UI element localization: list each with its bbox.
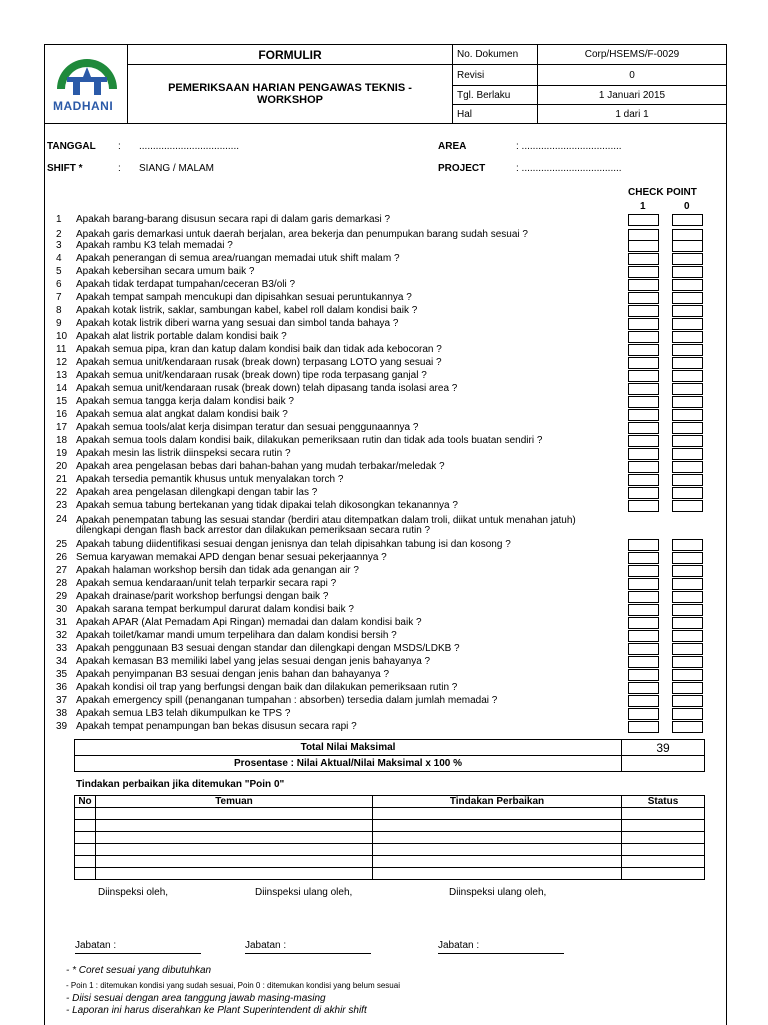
checkbox-point-1[interactable] xyxy=(628,487,659,499)
question-text: Semua karyawan memakai APD dengan benar sesuai pekerjaannya ? xyxy=(76,552,387,563)
question-number: 39 xyxy=(56,721,68,732)
checkbox-point-1[interactable] xyxy=(628,370,659,382)
checkbox-point-1[interactable] xyxy=(628,409,659,421)
question-text: Apakah area pengelasan bebas dari bahan-bahan yang mudah terbakar/meledak ? xyxy=(76,461,445,472)
question-number: 10 xyxy=(56,331,68,342)
checkbox-point-1[interactable] xyxy=(628,708,659,720)
form-title: PEMERIKSAAN HARIAN PENGAWAS TEKNIS - WORKSHOP xyxy=(128,65,453,124)
question-number: 11 xyxy=(56,344,67,355)
question-number: 1 xyxy=(56,214,62,225)
fix-row[interactable] xyxy=(75,832,705,844)
question-number: 36 xyxy=(56,682,68,693)
checkbox-point-0[interactable] xyxy=(672,630,703,642)
totals-table xyxy=(74,739,705,772)
checkbox-point-0[interactable] xyxy=(672,552,703,564)
checkbox-point-0[interactable] xyxy=(672,643,703,655)
checkbox-point-1[interactable] xyxy=(628,578,659,590)
tanggal-colon: : xyxy=(118,141,121,152)
fix-row[interactable] xyxy=(75,856,705,868)
date-label: Tgl. Berlaku xyxy=(453,86,538,105)
question-number: 26 xyxy=(56,552,68,563)
fix-row[interactable] xyxy=(75,868,705,880)
tanggal-value[interactable]: .................................... xyxy=(139,141,240,152)
checkbox-point-0[interactable] xyxy=(672,474,703,486)
form-label: FORMULIR xyxy=(128,45,453,65)
question-number: 12 xyxy=(56,357,68,368)
area-value[interactable]: : .................................... xyxy=(516,141,622,152)
question-text: Apakah penerangan di semua area/ruangan memadai utuk shift malam ? xyxy=(76,253,400,264)
checkbox-point-0[interactable] xyxy=(672,448,703,460)
checkbox-point-1[interactable] xyxy=(628,721,659,733)
checkbox-point-0[interactable] xyxy=(672,617,703,629)
question-number: 9 xyxy=(56,318,62,329)
fix-col-temuan: Temuan xyxy=(96,796,373,808)
question-text: Apakah semua tangga kerja dalam kondisi baik ? xyxy=(76,396,294,407)
rev-label: Revisi xyxy=(453,65,538,86)
fix-col-no: No xyxy=(75,796,96,808)
question-number: 16 xyxy=(56,409,68,420)
question-text: Apakah semua unit/kendaraan rusak (break down) tipe roda terpasang ganjal ? xyxy=(76,370,427,381)
question-number: 30 xyxy=(56,604,68,615)
checkbox-point-1[interactable] xyxy=(628,331,659,343)
checkbox-point-1[interactable] xyxy=(628,214,659,226)
question-number: 20 xyxy=(56,461,68,472)
checkbox-point-1[interactable] xyxy=(628,539,659,551)
checkbox-point-1[interactable] xyxy=(628,253,659,265)
checkbox-point-0[interactable] xyxy=(672,461,703,473)
checkbox-point-0[interactable] xyxy=(672,708,703,720)
checkbox-point-0[interactable] xyxy=(672,487,703,499)
checkbox-point-0[interactable] xyxy=(672,396,703,408)
sig-reinspected-1: Diinspeksi ulang oleh, xyxy=(255,887,353,898)
checkbox-point-1[interactable] xyxy=(628,422,659,434)
checkbox-point-1[interactable] xyxy=(628,357,659,369)
checkbox-point-1[interactable] xyxy=(628,396,659,408)
note-3: - Diisi sesuai dengan area tanggung jawab masing-masing xyxy=(66,993,326,1004)
checkbox-point-1[interactable] xyxy=(628,552,659,564)
checkbox-point-0[interactable] xyxy=(672,565,703,577)
checkbox-point-0[interactable] xyxy=(672,721,703,733)
checkbox-point-0[interactable] xyxy=(672,279,703,291)
sig-inspected: Diinspeksi oleh, xyxy=(98,887,169,898)
checkbox-point-1[interactable] xyxy=(628,630,659,642)
checkbox-point-0[interactable] xyxy=(672,305,703,317)
question-number: 19 xyxy=(56,448,68,459)
sig-reinspected-2: Diinspeksi ulang oleh, xyxy=(449,887,547,898)
checkbox-point-0[interactable] xyxy=(672,604,703,616)
checkbox-point-0[interactable] xyxy=(672,214,703,226)
checkbox-point-0[interactable] xyxy=(672,292,703,304)
question-text: Apakah tidak terdapat tumpahan/ceceran B3/oli ? xyxy=(76,279,296,290)
question-number: 25 xyxy=(56,539,68,550)
question-number: 34 xyxy=(56,656,68,667)
checkbox-point-0[interactable] xyxy=(672,682,703,694)
area-label: AREA xyxy=(438,141,467,152)
checkbox-point-0[interactable] xyxy=(672,266,703,278)
checkbox-point-0[interactable] xyxy=(672,383,703,395)
checkbox-point-0[interactable] xyxy=(672,539,703,551)
question-text: Apakah kemasan B3 memiliki label yang jelas sesuai dengan jenis bahayanya ? xyxy=(76,656,431,667)
note-2: - Poin 1 : ditemukan kondisi yang sudah sesuai, Poin 0 : ditemukan kondisi yang belum sesuai xyxy=(66,981,400,990)
question-number: 24 xyxy=(56,514,68,525)
jabatan-3[interactable]: Jabatan : xyxy=(438,940,564,954)
checkbox-point-1[interactable] xyxy=(628,643,659,655)
checkbox-point-0[interactable] xyxy=(672,331,703,343)
checkbox-point-0[interactable] xyxy=(672,500,703,512)
question-text: Apakah semua unit/kendaraan rusak (break down) terpasang LOTO yang sesuai ? xyxy=(76,357,442,368)
question-text: Apakah semua pipa, kran dan katup dalam kondisi baik dan tidak ada kebocoran ? xyxy=(76,344,442,355)
checkbox-point-1[interactable] xyxy=(628,240,659,252)
question-number: 21 xyxy=(56,474,68,485)
shift-value[interactable]: SIANG / MALAM xyxy=(139,163,215,174)
checkbox-point-0[interactable] xyxy=(672,357,703,369)
question-number: 32 xyxy=(56,630,68,641)
checkbox-point-0[interactable] xyxy=(672,591,703,603)
checkbox-point-1[interactable] xyxy=(628,461,659,473)
question-text: Apakah semua tools dalam kondisi baik, dilakukan pemeriksaan rutin dan tidak ada tools buatan sendiri ? xyxy=(76,435,543,446)
note-4: - Laporan ini harus diserahkan ke Plant Superintendent di akhir shift xyxy=(66,1005,367,1016)
question-text: Apakah tempat sampah mencukupi dan dipisahkan sesuai peruntukannya ? xyxy=(76,292,412,303)
checkbox-point-1[interactable] xyxy=(628,435,659,447)
checkbox-point-1[interactable] xyxy=(628,474,659,486)
question-number: 37 xyxy=(56,695,68,706)
checkbox-point-0[interactable] xyxy=(672,240,703,252)
question-text: Apakah semua unit/kendaraan rusak (break down) telah dipasang tanda isolasi area ? xyxy=(76,383,458,394)
question-number: 5 xyxy=(56,266,62,277)
shift-colon: : xyxy=(118,163,121,174)
question-text: Apakah kotak listrik diberi warna yang sesuai dan simbol tanda bahaya ? xyxy=(76,318,399,329)
question-number: 2 xyxy=(56,229,62,240)
checkbox-point-1[interactable] xyxy=(628,266,659,278)
question-number: 28 xyxy=(56,578,68,589)
doc-no-label: No. Dokumen xyxy=(453,45,538,65)
page-value: 1 dari 1 xyxy=(538,105,727,124)
question-number: 6 xyxy=(56,279,62,290)
question-text: Apakah tabung diidentifikasi sesuai dengan jenisnya dan telah dipisahkan tabung isi dan kosong ? xyxy=(76,539,511,550)
question-text: Apakah tersedia pemantik khusus untuk menyalakan torch ? xyxy=(76,474,344,485)
question-text: Apakah penyimpanan B3 sesuai dengan jenis bahan dan bahayanya ? xyxy=(76,669,390,680)
question-text: Apakah kondisi oil trap yang berfungsi dengan baik dan dilakukan pemeriksaan rutin ? xyxy=(76,682,458,693)
checkbox-point-1[interactable] xyxy=(628,617,659,629)
madhani-logo-icon xyxy=(51,55,123,105)
total-label: Total Nilai Maksimal xyxy=(75,740,622,756)
checkbox-point-0[interactable] xyxy=(672,669,703,681)
fix-table xyxy=(74,795,705,880)
question-text: Apakah garis demarkasi untuk daerah berjalan, area bekerja dan penumpukan barang sudah sesuai ? xyxy=(76,229,528,240)
jabatan-2[interactable]: Jabatan : xyxy=(245,940,371,954)
checkbox-point-1[interactable] xyxy=(628,344,659,356)
question-number: 14 xyxy=(56,383,68,394)
checkpoint-col0: 0 xyxy=(684,201,690,212)
question-text: Apakah rambu K3 telah memadai ? xyxy=(76,240,233,251)
logo-cell xyxy=(45,45,128,124)
question-text: Apakah alat listrik portable dalam kondisi baik ? xyxy=(76,331,287,342)
question-number: 7 xyxy=(56,292,62,303)
checkbox-point-1[interactable] xyxy=(628,500,659,512)
question-text: Apakah semua kendaraan/unit telah terparkir secara rapi ? xyxy=(76,578,337,589)
checkbox-point-0[interactable] xyxy=(672,344,703,356)
question-text: Apakah area pengelasan dilengkapi dengan tabir las ? xyxy=(76,487,318,498)
page-label: Hal xyxy=(453,105,538,124)
fix-col-status: Status xyxy=(622,796,705,808)
checkpoint-col1: 1 xyxy=(640,201,646,212)
question-number: 23 xyxy=(56,500,68,511)
checkbox-point-0[interactable] xyxy=(672,656,703,668)
question-number: 27 xyxy=(56,565,68,576)
checkbox-point-1[interactable] xyxy=(628,305,659,317)
question-text: Apakah kebersihan secara umum baik ? xyxy=(76,266,255,277)
checkbox-point-0[interactable] xyxy=(672,253,703,265)
checkbox-point-1[interactable] xyxy=(628,318,659,330)
question-number: 35 xyxy=(56,669,68,680)
question-text: Apakah barang-barang disusun secara rapi di dalam garis demarkasi ? xyxy=(76,214,391,225)
rev-value: 0 xyxy=(538,65,727,86)
question-text: Apakah tempat penampungan ban bekas disusun secara rapi ? xyxy=(76,721,357,732)
checkbox-point-0[interactable] xyxy=(672,370,703,382)
note-1: - * Coret sesuai yang dibutuhkan xyxy=(66,965,212,976)
checkbox-point-1[interactable] xyxy=(628,656,659,668)
checkbox-point-1[interactable] xyxy=(628,591,659,603)
fix-row[interactable] xyxy=(75,844,705,856)
checkbox-point-1[interactable] xyxy=(628,682,659,694)
fix-row[interactable] xyxy=(75,808,705,820)
question-text: Apakah emergency spill (penanganan tumpahan : absorben) tersedia dalam jumlah memadai ? xyxy=(76,695,498,706)
checkbox-point-0[interactable] xyxy=(672,409,703,421)
question-number: 29 xyxy=(56,591,68,602)
question-text: Apakah mesin las listrik diinspeksi secara rutin ? xyxy=(76,448,291,459)
question-number: 31 xyxy=(56,617,68,628)
question-text: Apakah kotak listrik, saklar, sambungan kabel, kabel roll dalam kondisi baik ? xyxy=(76,305,418,316)
project-label: PROJECT xyxy=(438,163,486,174)
fix-row[interactable] xyxy=(75,820,705,832)
question-text: Apakah toilet/kamar mandi umum terpelihara dan dalam kondisi bersih ? xyxy=(76,630,397,641)
question-number: 33 xyxy=(56,643,68,654)
date-value: 1 Januari 2015 xyxy=(538,86,727,105)
question-text: Apakah sarana tempat berkumpul darurat dalam kondisi baik ? xyxy=(76,604,354,615)
shift-label: SHIFT * xyxy=(47,163,83,174)
checkbox-point-1[interactable] xyxy=(628,279,659,291)
question-number: 38 xyxy=(56,708,68,719)
percent-value-cell[interactable] xyxy=(622,756,705,772)
question-number: 13 xyxy=(56,370,68,381)
question-text: Apakah semua LB3 telah dikumpulkan ke TPS ? xyxy=(76,708,291,719)
checkbox-point-1[interactable] xyxy=(628,383,659,395)
question-number: 15 xyxy=(56,396,68,407)
question-text: dilengkapi dengan flash back arrestor dan dilakukan pemeriksaan secara rutin ? xyxy=(76,525,431,536)
checkbox-point-1[interactable] xyxy=(628,669,659,681)
question-text: Apakah semua tabung bertekanan yang tidak dipakai telah dikosongkan tekanannya ? xyxy=(76,500,458,511)
fix-col-tindakan: Tindakan Perbaikan xyxy=(373,796,622,808)
question-text: Apakah APAR (Alat Pemadam Api Ringan) memadai dan dalam kondisi baik ? xyxy=(76,617,422,628)
checkbox-point-0[interactable] xyxy=(672,422,703,434)
checkbox-point-0[interactable] xyxy=(672,435,703,447)
checkbox-point-1[interactable] xyxy=(628,448,659,460)
question-number: 8 xyxy=(56,305,62,316)
checkbox-point-0[interactable] xyxy=(672,578,703,590)
checkpoint-title: CHECK POINT xyxy=(628,187,697,198)
question-number: 22 xyxy=(56,487,68,498)
checkbox-point-0[interactable] xyxy=(672,695,703,707)
question-text: Apakah penggunaan B3 sesuai dengan standar dan dilengkapi dengan MSDS/LDKB ? xyxy=(76,643,460,654)
question-text: Apakah halaman workshop bersih dan tidak ada genangan air ? xyxy=(76,565,359,576)
jabatan-1[interactable]: Jabatan : xyxy=(75,940,201,954)
checkbox-point-0[interactable] xyxy=(672,318,703,330)
checkbox-point-1[interactable] xyxy=(628,695,659,707)
question-text: Apakah semua alat angkat dalam kondisi baik ? xyxy=(76,409,288,420)
question-number: 4 xyxy=(56,253,62,264)
header-table xyxy=(44,44,727,124)
fix-title: Tindakan perbaikan jika ditemukan "Poin 0" xyxy=(76,779,285,790)
tanggal-label: TANGGAL xyxy=(47,141,96,152)
question-text: Apakah drainase/parit workshop berfungsi dengan baik ? xyxy=(76,591,329,602)
project-value[interactable]: : .................................... xyxy=(516,163,622,174)
doc-no-value: Corp/HSEMS/F-0029 xyxy=(538,45,727,65)
question-number: 17 xyxy=(56,422,68,433)
question-text: Apakah semua tools/alat kerja disimpan teratur dan sesuai penggunaannya ? xyxy=(76,422,419,433)
percent-label: Prosentase : Nilai Aktual/Nilai Maksimal x 100 % xyxy=(75,756,622,772)
logo-text: MADHANI xyxy=(53,99,114,113)
total-value: 39 xyxy=(622,740,705,756)
checkbox-point-1[interactable] xyxy=(628,565,659,577)
checkbox-point-1[interactable] xyxy=(628,604,659,616)
question-number: 3 xyxy=(56,240,62,251)
question-number: 18 xyxy=(56,435,68,446)
question-text: Apakah penempatan tabung las sesuai standar (berdiri atau ditempatkan dalam troli, diikat untuk menahan jatuh) xyxy=(76,515,576,526)
checkbox-point-1[interactable] xyxy=(628,292,659,304)
